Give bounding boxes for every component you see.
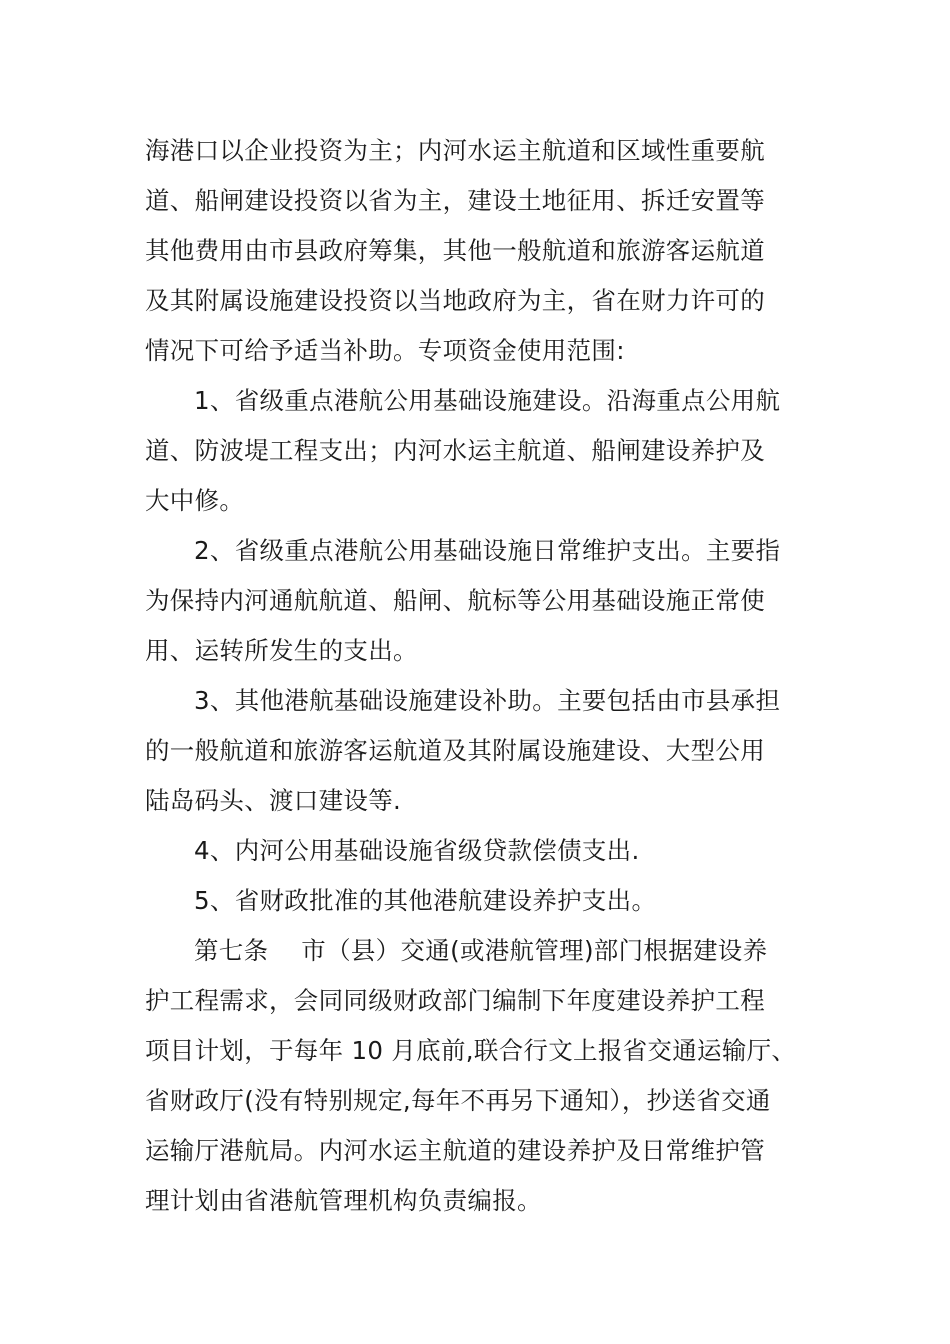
text-line: 道、防波堤工程支出；内河水运主航道、船闸建设养护及	[145, 436, 765, 465]
list-item-1: 1、省级重点港航公用基础设施建设。沿海重点公用航	[194, 386, 781, 415]
list-item-2: 2、省级重点港航公用基础设施日常维护支出。主要指	[194, 536, 781, 565]
text-line: 用、运转所发生的支出。	[145, 636, 418, 665]
text-line: 护工程需求，会同同级财政部门编制下年度建设养护工程	[145, 986, 765, 1015]
text-line: 海港口以企业投资为主；内河水运主航道和区域性重要航	[145, 136, 765, 165]
text-line: 的一般航道和旅游客运航道及其附属设施建设、大型公用	[145, 736, 765, 765]
text-line: 情况下可给予适当补助。专项资金使用范围:	[145, 336, 625, 365]
text-line: 道、船闸建设投资以省为主，建设土地征用、拆迁安置等	[145, 186, 765, 215]
text-line: 及其附属设施建设投资以当地政府为主，省在财力许可的	[145, 286, 765, 315]
list-item-3: 3、其他港航基础设施建设补助。主要包括由市县承担	[194, 686, 781, 715]
text-line: 其他费用由市县政府筹集，其他一般航道和旅游客运航道	[145, 236, 765, 265]
list-item-5: 5、省财政批准的其他港航建设养护支出。	[194, 886, 657, 915]
list-item-4: 4、内河公用基础设施省级贷款偿债支出.	[194, 836, 640, 865]
text-line: 理计划由省港航管理机构负责编报。	[145, 1186, 542, 1215]
text-line: 项目计划，于每年 10 月底前,联合行文上报省交通运输厅、	[145, 1036, 797, 1065]
document-body	[145, 126, 810, 1226]
text-line: 大中修。	[145, 486, 245, 515]
text-line: 陆岛码头、渡口建设等.	[145, 786, 402, 815]
text-line: 为保持内河通航航道、船闸、航标等公用基础设施正常使	[145, 586, 765, 615]
article-heading-line: 第七条 市（县）交通(或港航管理)部门根据建设养	[194, 936, 768, 965]
text-line: 运输厅港航局。内河水运主航道的建设养护及日常维护管	[145, 1136, 765, 1165]
text-line: 省财政厅(没有特别规定,每年不再另下通知），抄送省交通	[145, 1086, 771, 1115]
